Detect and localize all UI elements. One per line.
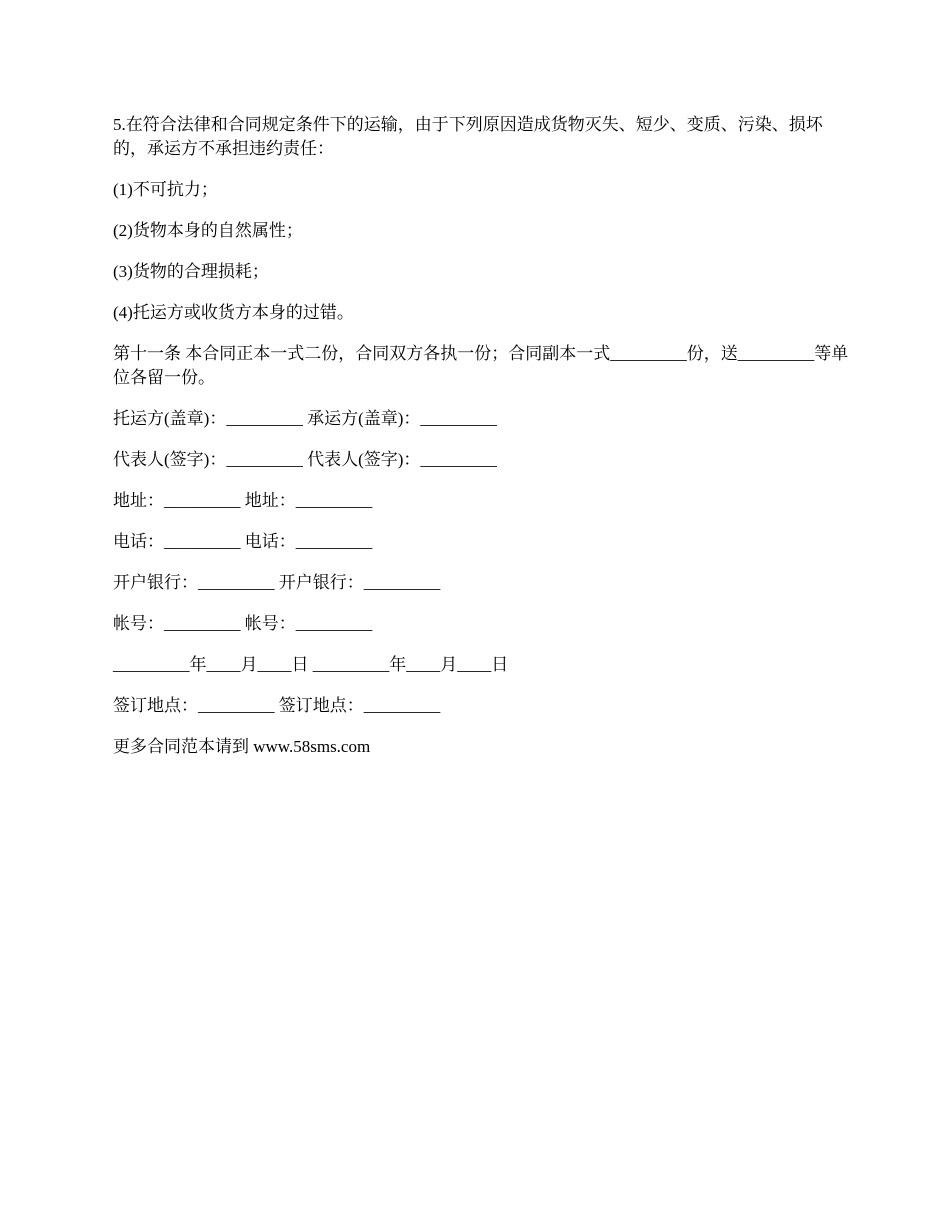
- clause-5-item-1: (1)不可抗力；: [113, 180, 218, 199]
- signature-bank-line: 开户银行：_________ 开户银行：_________: [113, 573, 441, 592]
- clause-5-item-3: (3)货物的合理损耗；: [113, 262, 269, 281]
- signature-address-line: 地址：_________ 地址：_________: [113, 491, 373, 510]
- footer-note: 更多合同范本请到 www.58sms.com: [113, 737, 371, 756]
- signature-phone-line: 电话：_________ 电话：_________: [113, 532, 373, 551]
- signature-place-line: 签订地点：_________ 签订地点：_________: [113, 696, 441, 715]
- clause-5-intro: 5.在符合法律和合同规定条件下的运输，由于下列原因造成货物灭失、短少、变质、污染、损坏的，承运方不承担违约责任：: [113, 115, 823, 158]
- signature-date-line: _________年____月____日 _________年____月____日: [113, 655, 509, 674]
- signature-account-line: 帐号：_________ 帐号：_________: [113, 614, 373, 633]
- signature-representative-line: 代表人(签字)：_________ 代表人(签字)：_________: [113, 450, 497, 469]
- clause-5-item-4: (4)托运方或收货方本身的过错。: [113, 303, 354, 322]
- signature-seal-line: 托运方(盖章)：_________ 承运方(盖章)：_________: [113, 409, 497, 428]
- clause-5-item-2: (2)货物本身的自然属性；: [113, 221, 303, 240]
- article-11: 第十一条 本合同正本一式二份，合同双方各执一份；合同副本一式_________份，送_________等单位各留一份。: [113, 344, 849, 387]
- document-body: [113, 113, 853, 776]
